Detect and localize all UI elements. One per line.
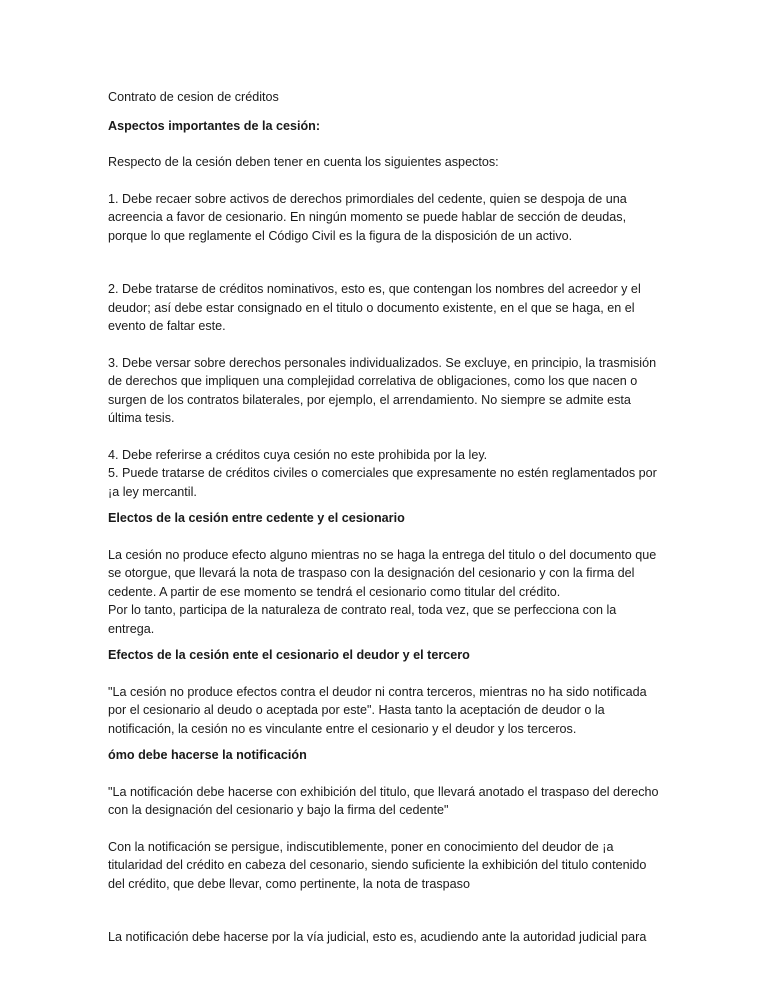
intro-paragraph: Respecto de la cesión deben tener en cuenta los siguientes aspectos: <box>108 155 499 169</box>
list-item-1: 1. Debe recaer sobre activos de derechos primordiales del cedente, quien se despoja de una acreencia a favor de cesionario. En ningún momento se puede hablar de sección de deudas, porque lo que reglamente el Código Civil es la figura de la disposición de un activo. <box>108 191 627 243</box>
list-item-4: 4. Debe referirse a créditos cuya cesión no este prohibida por la ley. <box>108 447 488 462</box>
section-4-paragraph-1: "La notificación debe hacerse con exhibición del titulo, que llevará anotado el traspaso del derecho con la designación del cesionario y bajo la firma del cedente" <box>108 784 659 817</box>
heading-electos: Electos de la cesión entre cedente y el cesionario <box>108 511 405 525</box>
list-item-2: 2. Debe tratarse de créditos nominativos, esto es, que contengan los nombres del acreedor y el deudor; así debe estar consignado en el titulo o documento existente, en el que se haga, en el evento de faltar este. <box>108 282 641 333</box>
document-page <box>108 88 664 947</box>
list-item-3: 3. Debe versar sobre derechos personales individualizados. Se excluye, en principio, la trasmisión de derechos que impliquen una complejidad correlativa de obligaciones, como los que nacen o surgen de los contratos bilaterales, por ejemplo, el arrendamiento. No siempre se admite esta última tesis. <box>108 355 657 425</box>
section-2-paragraph-2: Por lo tanto, participa de la naturaleza de contrato real, toda vez, que se perfecciona con la entrega. <box>108 603 617 636</box>
section-2-paragraph-1: La cesión no produce efecto alguno mientras no se haga la entrega del titulo o del documento que se otorgue, que llevará la nota de traspaso con la designación del cesionario y con la firma del cedente. A partir de ese momento se tendrá el cesionario como titular del crédito. <box>108 547 657 599</box>
section-3-paragraph-1: "La cesión no produce efectos contra el deudor ni contra terceros, mientras no ha sido notificada por el cesionario al deudo o aceptada por este". Hasta tanto la aceptación de deudor o la notificación, la cesión no es vinculante entre el cesionario y el deudor y los terceros. <box>108 684 647 736</box>
section-4-paragraph-3: La notificación debe hacerse por la vía judicial, esto es, acudiendo ante la autoridad judicial para <box>108 930 647 944</box>
heading-notificacion: ómo debe hacerse la notificación <box>108 748 307 762</box>
list-item-5: 5. Puede tratarse de créditos civiles o comerciales que expresamente no estén reglamentados por ¡a ley mercantil. <box>108 466 657 499</box>
heading-efectos: Efectos de la cesión ente el cesionario el deudor y el tercero <box>108 648 470 662</box>
document-title: Contrato de cesion de créditos <box>108 90 279 104</box>
heading-aspectos: Aspectos importantes de la cesión: <box>108 118 321 133</box>
section-4-paragraph-2: Con la notificación se persigue, indiscutiblemente, poner en conocimiento del deudor de ¡a titularidad del crédito en cabeza del cesonario, siendo suficiente la exhibición del titulo contenido del crédito, que debe llevar, como pertinente, la nota de traspaso <box>108 839 647 891</box>
